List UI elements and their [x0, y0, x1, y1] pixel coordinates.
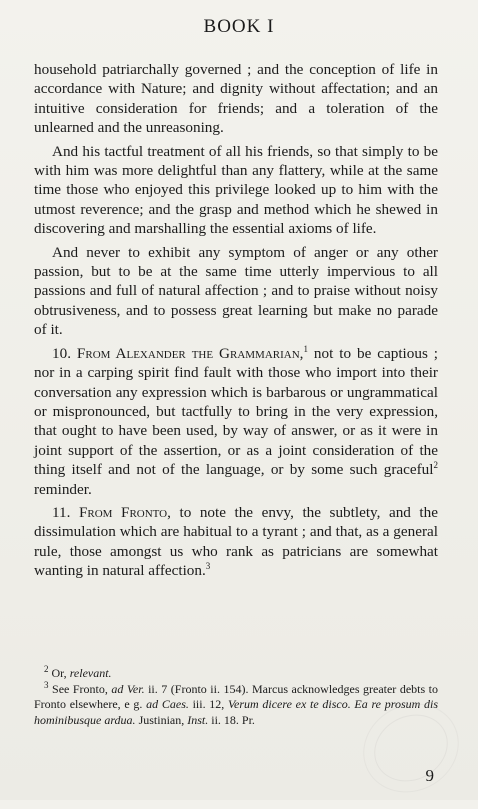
paragraph-10	[34, 344, 438, 499]
footnote-ref: 3	[205, 561, 211, 572]
page-header: BOOK I	[203, 16, 275, 37]
footnote-text: Or,	[48, 666, 70, 680]
paragraph-1: household patriarchally governed ; and the conception of life in accordance with Nature; and dignity without affectation; and an intuitive consideration for friends; and a toleration of the unlearned and the unreasoning.	[34, 61, 438, 137]
footnote-text: iii. 12,	[188, 697, 229, 711]
paragraph-text: reminder.	[34, 480, 92, 498]
footnote-text: ii. 18. Pr.	[208, 712, 255, 727]
footnote-italic: ad Ver.	[111, 681, 145, 696]
footnote-italic: relevant.	[69, 666, 112, 680]
paragraph-text: to note the envy, the subtlety, and the dissimulation which are habitual to a tyrant ; and that, as a general rule, those amongst us who rank as patricians are somewhat wanting in natural affection.	[34, 503, 438, 580]
footnote-ref: 2	[433, 460, 438, 471]
footnote-mark: 2	[44, 664, 49, 674]
section-number: 11.	[52, 503, 79, 521]
section-source: From Alexander the Grammarian,	[76, 344, 304, 362]
section-number: 10.	[52, 344, 77, 362]
footnote-2	[34, 666, 438, 682]
footnote-italic: Verum dicere ex te disco. Ea re prosum dis hominibusque ardua.	[34, 697, 438, 727]
paragraph-11	[34, 503, 438, 581]
page-number: 9	[425, 766, 434, 785]
footnote-text: Justinian,	[135, 712, 188, 727]
paragraph-text: not to be captious ; nor in a carping spirit find fault with those who import into their conversation any expression which is barbarous or ungrammatical or mispronounced, but tactfully to bring in the very expression, that ought to have been used, by way of answer, or as it were in joint support of the assertion, or as a joint consideration of the thing itself and not of the language, or by some such graceful	[34, 344, 439, 479]
body-text	[34, 60, 438, 585]
footnote-ref: 1	[303, 343, 308, 354]
footnote-italic: Inst.	[187, 712, 209, 727]
section-source: From Fronto,	[78, 503, 171, 521]
footnote-mark: 3	[44, 679, 49, 690]
paragraph-2: And his tactful treatment of all his friends, so that simply to be with him was more delightful than any flattery, while at the same time those who enjoyed this privilege looked up to him with the utmost reverence; and the grasp and method which he shewed in discovering and marshalling the essential axioms of life.	[34, 142, 438, 238]
footnote-italic: ad Caes.	[146, 697, 189, 711]
paragraph-3: And never to exhibit any symptom of anger or any other passion, but to be at the same time utterly impervious to all passions and full of natural affection ; and to praise without noisy obtrusiveness, and to possess great learning but make no parade of it.	[34, 243, 438, 339]
footnote-text: ii. 7 (Fronto ii. 154). Marcus acknowledges greater debts to Fronto elsewhere, e g.	[34, 681, 438, 711]
footnote-text: See Fronto,	[48, 681, 112, 696]
